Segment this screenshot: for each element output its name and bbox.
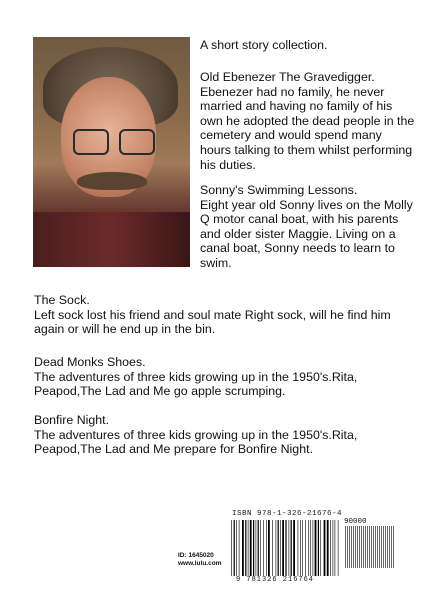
story-title: Sonny's Swimming Lessons. bbox=[200, 183, 358, 197]
barcode-bar bbox=[260, 520, 261, 576]
barcode-bar bbox=[373, 526, 374, 568]
barcode-bar bbox=[268, 520, 270, 576]
story-body: Ebenezer had no family, he never married and having no family of his own he adopted the dead people in the cemetery and would spend many hours talking to them whilst performing his duties. bbox=[200, 84, 415, 172]
story-title: Old Ebenezer The Gravedigger. bbox=[200, 70, 375, 84]
barcode-bar bbox=[393, 526, 394, 568]
barcode-bar bbox=[305, 520, 306, 576]
barcode-bar bbox=[365, 526, 366, 568]
barcode-bar bbox=[315, 520, 317, 576]
barcode-bar bbox=[389, 526, 390, 568]
barcode-bar bbox=[263, 520, 264, 576]
barcode-bar bbox=[355, 526, 356, 568]
story-ebenezer bbox=[200, 70, 415, 172]
intro-text bbox=[200, 38, 415, 53]
photo-glasses-left bbox=[73, 129, 109, 155]
barcode-bar bbox=[272, 520, 273, 576]
barcode-bar bbox=[285, 520, 286, 576]
barcode-bar bbox=[351, 526, 352, 568]
photo-mustache bbox=[77, 172, 147, 190]
photo-glasses-right bbox=[119, 129, 155, 155]
barcode-bar bbox=[353, 526, 354, 568]
barcode-bar bbox=[266, 520, 267, 576]
barcode-bar bbox=[282, 520, 284, 576]
story-body: The adventures of three kids growing up in the 1950's.Rita, Peapod,The Lad and Me prepare for Bonfire Night. bbox=[34, 427, 358, 457]
price-barcode bbox=[344, 526, 396, 568]
barcode-bar bbox=[234, 520, 235, 576]
barcode-bar bbox=[245, 520, 246, 576]
isbn-label: ISBN 978-1-326-21676-4 bbox=[232, 510, 343, 518]
barcode-bar bbox=[239, 520, 240, 576]
barcode-bar bbox=[236, 520, 237, 576]
barcode-bar bbox=[387, 526, 388, 568]
barcode-bar bbox=[313, 520, 314, 576]
barcode-bar bbox=[385, 526, 386, 568]
story-bonfire-night bbox=[34, 413, 404, 457]
barcode-bar bbox=[359, 526, 360, 568]
barcode-bar bbox=[345, 526, 346, 568]
barcode-bar bbox=[327, 520, 329, 576]
barcode-bar bbox=[258, 520, 259, 576]
barcode-bar bbox=[367, 526, 368, 568]
story-body: The adventures of three kids growing up in the 1950's.Rita, Peapod,The Lad and Me go apple scrumping. bbox=[34, 369, 358, 399]
barcode-bar bbox=[333, 520, 334, 576]
barcode-bar bbox=[377, 526, 378, 568]
barcode-bar bbox=[293, 520, 295, 576]
barcode-bar bbox=[330, 520, 331, 576]
publisher-site: www.lulu.com bbox=[178, 560, 222, 567]
barcode-bar bbox=[278, 520, 279, 576]
barcode-bar bbox=[349, 526, 350, 568]
barcode-bar bbox=[231, 520, 232, 576]
barcode-bar bbox=[391, 526, 392, 568]
barcode-bar bbox=[381, 526, 382, 568]
story-title: The Sock. bbox=[34, 293, 90, 307]
story-sonny bbox=[200, 183, 415, 271]
barcode-bar bbox=[302, 520, 303, 576]
barcode-bar bbox=[357, 526, 358, 568]
intro-line: A short story collection. bbox=[200, 38, 328, 52]
price-code: 90000 bbox=[344, 518, 367, 526]
barcode-bar bbox=[347, 526, 348, 568]
story-body: Left sock lost his friend and soul mate Right sock, will he find him again or will he end up in the bin. bbox=[34, 307, 391, 337]
publisher-id: ID: 1645020 bbox=[178, 552, 214, 559]
barcode-bar bbox=[300, 520, 301, 576]
publisher-info bbox=[178, 552, 221, 568]
barcode-bar bbox=[338, 520, 339, 576]
barcode-bar bbox=[253, 520, 254, 576]
barcode-bar bbox=[256, 520, 257, 576]
barcode-bar bbox=[291, 520, 292, 576]
barcode-bar bbox=[363, 526, 364, 568]
barcode-bar bbox=[280, 520, 281, 576]
barcode-area bbox=[226, 510, 402, 586]
barcode-bar bbox=[242, 520, 244, 576]
barcode-bar bbox=[379, 526, 380, 568]
barcode-bar bbox=[318, 520, 319, 576]
barcode-bar bbox=[308, 520, 309, 576]
barcode-bar bbox=[276, 520, 277, 576]
story-body: Eight year old Sonny lives on the Molly Q motor canal boat, with his parents and older sister Maggie. Living on a canal boat, Sonny needs to learn to swim. bbox=[200, 197, 413, 270]
barcode-bar bbox=[298, 520, 299, 576]
barcode-bar bbox=[383, 526, 384, 568]
barcode-digits: 9 781326 216764 bbox=[236, 576, 315, 584]
barcode-bar bbox=[335, 520, 336, 576]
barcode-bar bbox=[371, 526, 372, 568]
story-title: Dead Monks Shoes. bbox=[34, 355, 146, 369]
story-sock bbox=[34, 293, 404, 337]
barcode-bar bbox=[248, 520, 249, 576]
author-photo bbox=[33, 37, 190, 267]
barcode-bar bbox=[320, 520, 321, 576]
barcode-bar bbox=[289, 520, 290, 576]
barcode-bar bbox=[324, 520, 326, 576]
barcode-bar bbox=[375, 526, 376, 568]
barcode-bar bbox=[310, 520, 311, 576]
barcode-bar bbox=[250, 520, 252, 576]
barcode-bar bbox=[369, 526, 370, 568]
isbn-barcode bbox=[230, 520, 340, 576]
story-dead-monks-shoes bbox=[34, 355, 404, 399]
barcode-bar bbox=[361, 526, 362, 568]
photo-jacket bbox=[33, 212, 190, 267]
story-title: Bonfire Night. bbox=[34, 413, 110, 427]
